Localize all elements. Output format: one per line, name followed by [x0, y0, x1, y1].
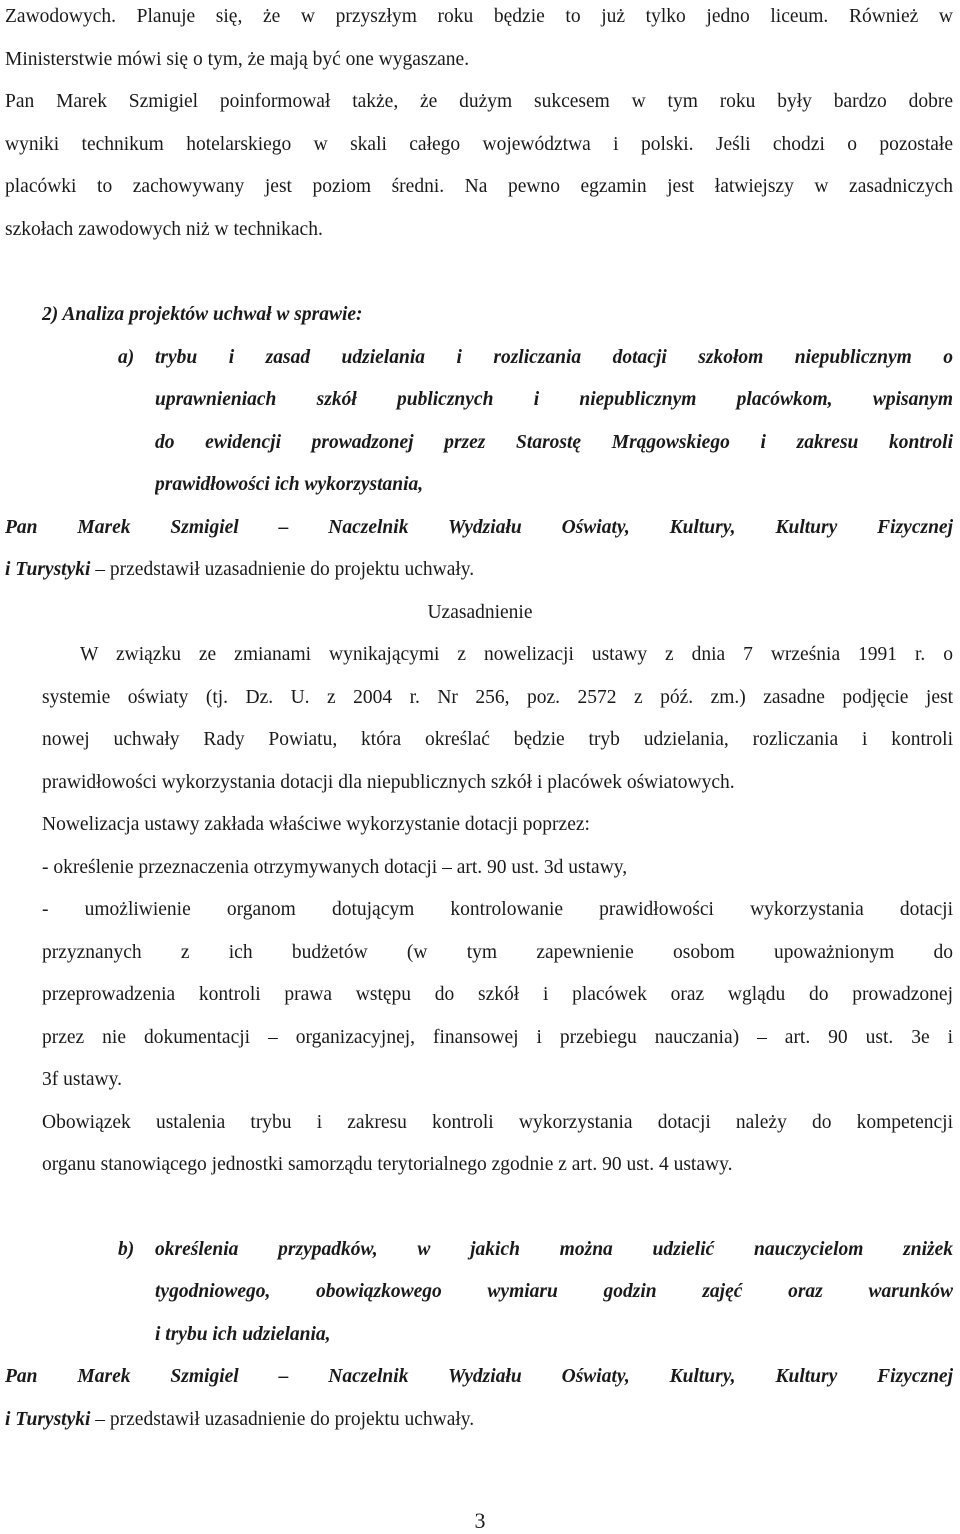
- uzasadnienie-line: - określenie przeznaczenia otrzymywanych dotacji – art. 90 ust. 3d ustawy,: [42, 857, 628, 878]
- item-a-line: trybu i zasad udzielania i rozliczania dotacji szkołom niepublicznym o: [155, 347, 953, 368]
- uzasadnienie-line: przeprowadzenia kontroli prawa wstępu do szkół i placówek oraz wglądu do prowadzonej: [42, 984, 953, 1005]
- item-a-line: prawidłowości ich wykorzystania,: [155, 474, 424, 495]
- speaker-statement: – przedstawił uzasadnienie do projektu uchwały.: [90, 1409, 475, 1430]
- item-b-line: i trybu ich udzielania,: [155, 1324, 331, 1345]
- speaker-line: Pan Marek Szmigiel – Naczelnik Wydziału Oświaty, Kultury, Kultury Fizycznej: [5, 517, 953, 538]
- uzasadnienie-line: systemie oświaty (tj. Dz. U. z 2004 r. Nr 256, poz. 2572 z póź. zm.) zasadne podjęcie jest: [42, 687, 953, 708]
- paragraph-line: Zawodowych. Planuje się, że w przyszłym roku będzie to już tylko jedno liceum. Również w: [5, 6, 953, 27]
- speaker-line: [5, 1407, 953, 1433]
- paragraph-line: wyniki technikum hotelarskiego w skali całego województwa i polski. Jeśli chodzi o pozostałe: [5, 134, 953, 155]
- speaker-line: [5, 557, 953, 583]
- item-a-line: do ewidencji prowadzonej przez Starostę Mrągowskiego i zakresu kontroli: [155, 432, 953, 453]
- item-b-line: określenia przypadków, w jakich można udzielić nauczycielom zniżek: [155, 1239, 953, 1260]
- uzasadnienie-line: prawidłowości wykorzystania dotacji dla niepublicznych szkół i placówek oświatowych.: [42, 772, 735, 793]
- paragraph-line: Pan Marek Szmigiel poinformował także, że dużym sukcesem w tym roku były bardzo dobre: [5, 91, 953, 112]
- item-b-line: tygodniowego, obowiązkowego wymiaru godzin zajęć oraz warunków: [155, 1281, 953, 1302]
- section-heading: 2) Analiza projektów uchwał w sprawie:: [42, 304, 363, 325]
- item-a-label: a): [118, 347, 135, 368]
- speaker-name-end: i Turystyki: [5, 559, 91, 580]
- uzasadnienie-line: nowej uchwały Rady Powiatu, która określać będzie tryb udzielania, rozliczania i kontroli: [42, 729, 953, 750]
- uzasadnienie-line: przyznanych z ich budżetów (w tym zapewnienie osobom upoważnionym do: [42, 942, 953, 963]
- uzasadnienie-line: 3f ustawy.: [42, 1069, 122, 1090]
- uzasadnienie-line: - umożliwienie organom dotującym kontrolowanie prawidłowości wykorzystania dotacji: [42, 899, 953, 920]
- uzasadnienie-line: Nowelizacja ustawy zakłada właściwe wykorzystanie dotacji poprzez:: [42, 814, 590, 835]
- uzasadnienie-line: organu stanowiącego jednostki samorządu terytorialnego zgodnie z art. 90 ust. 4 ustawy.: [42, 1154, 733, 1175]
- paragraph-line: szkołach zawodowych niż w technikach.: [5, 219, 323, 240]
- speaker-line: Pan Marek Szmigiel – Naczelnik Wydziału Oświaty, Kultury, Kultury Fizycznej: [5, 1366, 953, 1387]
- speaker-name-end: i Turystyki: [5, 1409, 91, 1430]
- uzasadnienie-line: W związku ze zmianami wynikającymi z nowelizacji ustawy z dnia 7 września 1991 r. o: [80, 644, 953, 665]
- uzasadnienie-line: przez nie dokumentacji – organizacyjnej, finansowej i przebiegu nauczania) – art. 90 ust. 3e i: [42, 1027, 953, 1048]
- item-b-label: b): [118, 1239, 135, 1260]
- uzasadnienie-title: Uzasadnienie: [427, 602, 533, 623]
- paragraph-line: placówki to zachowywany jest poziom średni. Na pewno egzamin jest łatwiejszy w zasadniczych: [5, 176, 953, 197]
- speaker-statement: – przedstawił uzasadnienie do projektu uchwały.: [90, 559, 475, 580]
- page-number: 3: [474, 1508, 486, 1533]
- uzasadnienie-line: Obowiązek ustalenia trybu i zakresu kontroli wykorzystania dotacji należy do kompetencji: [42, 1112, 953, 1133]
- paragraph-line: Ministerstwie mówi się o tym, że mają być one wygaszane.: [5, 49, 470, 70]
- item-a-line: uprawnieniach szkół publicznych i niepublicznym placówkom, wpisanym: [155, 389, 953, 410]
